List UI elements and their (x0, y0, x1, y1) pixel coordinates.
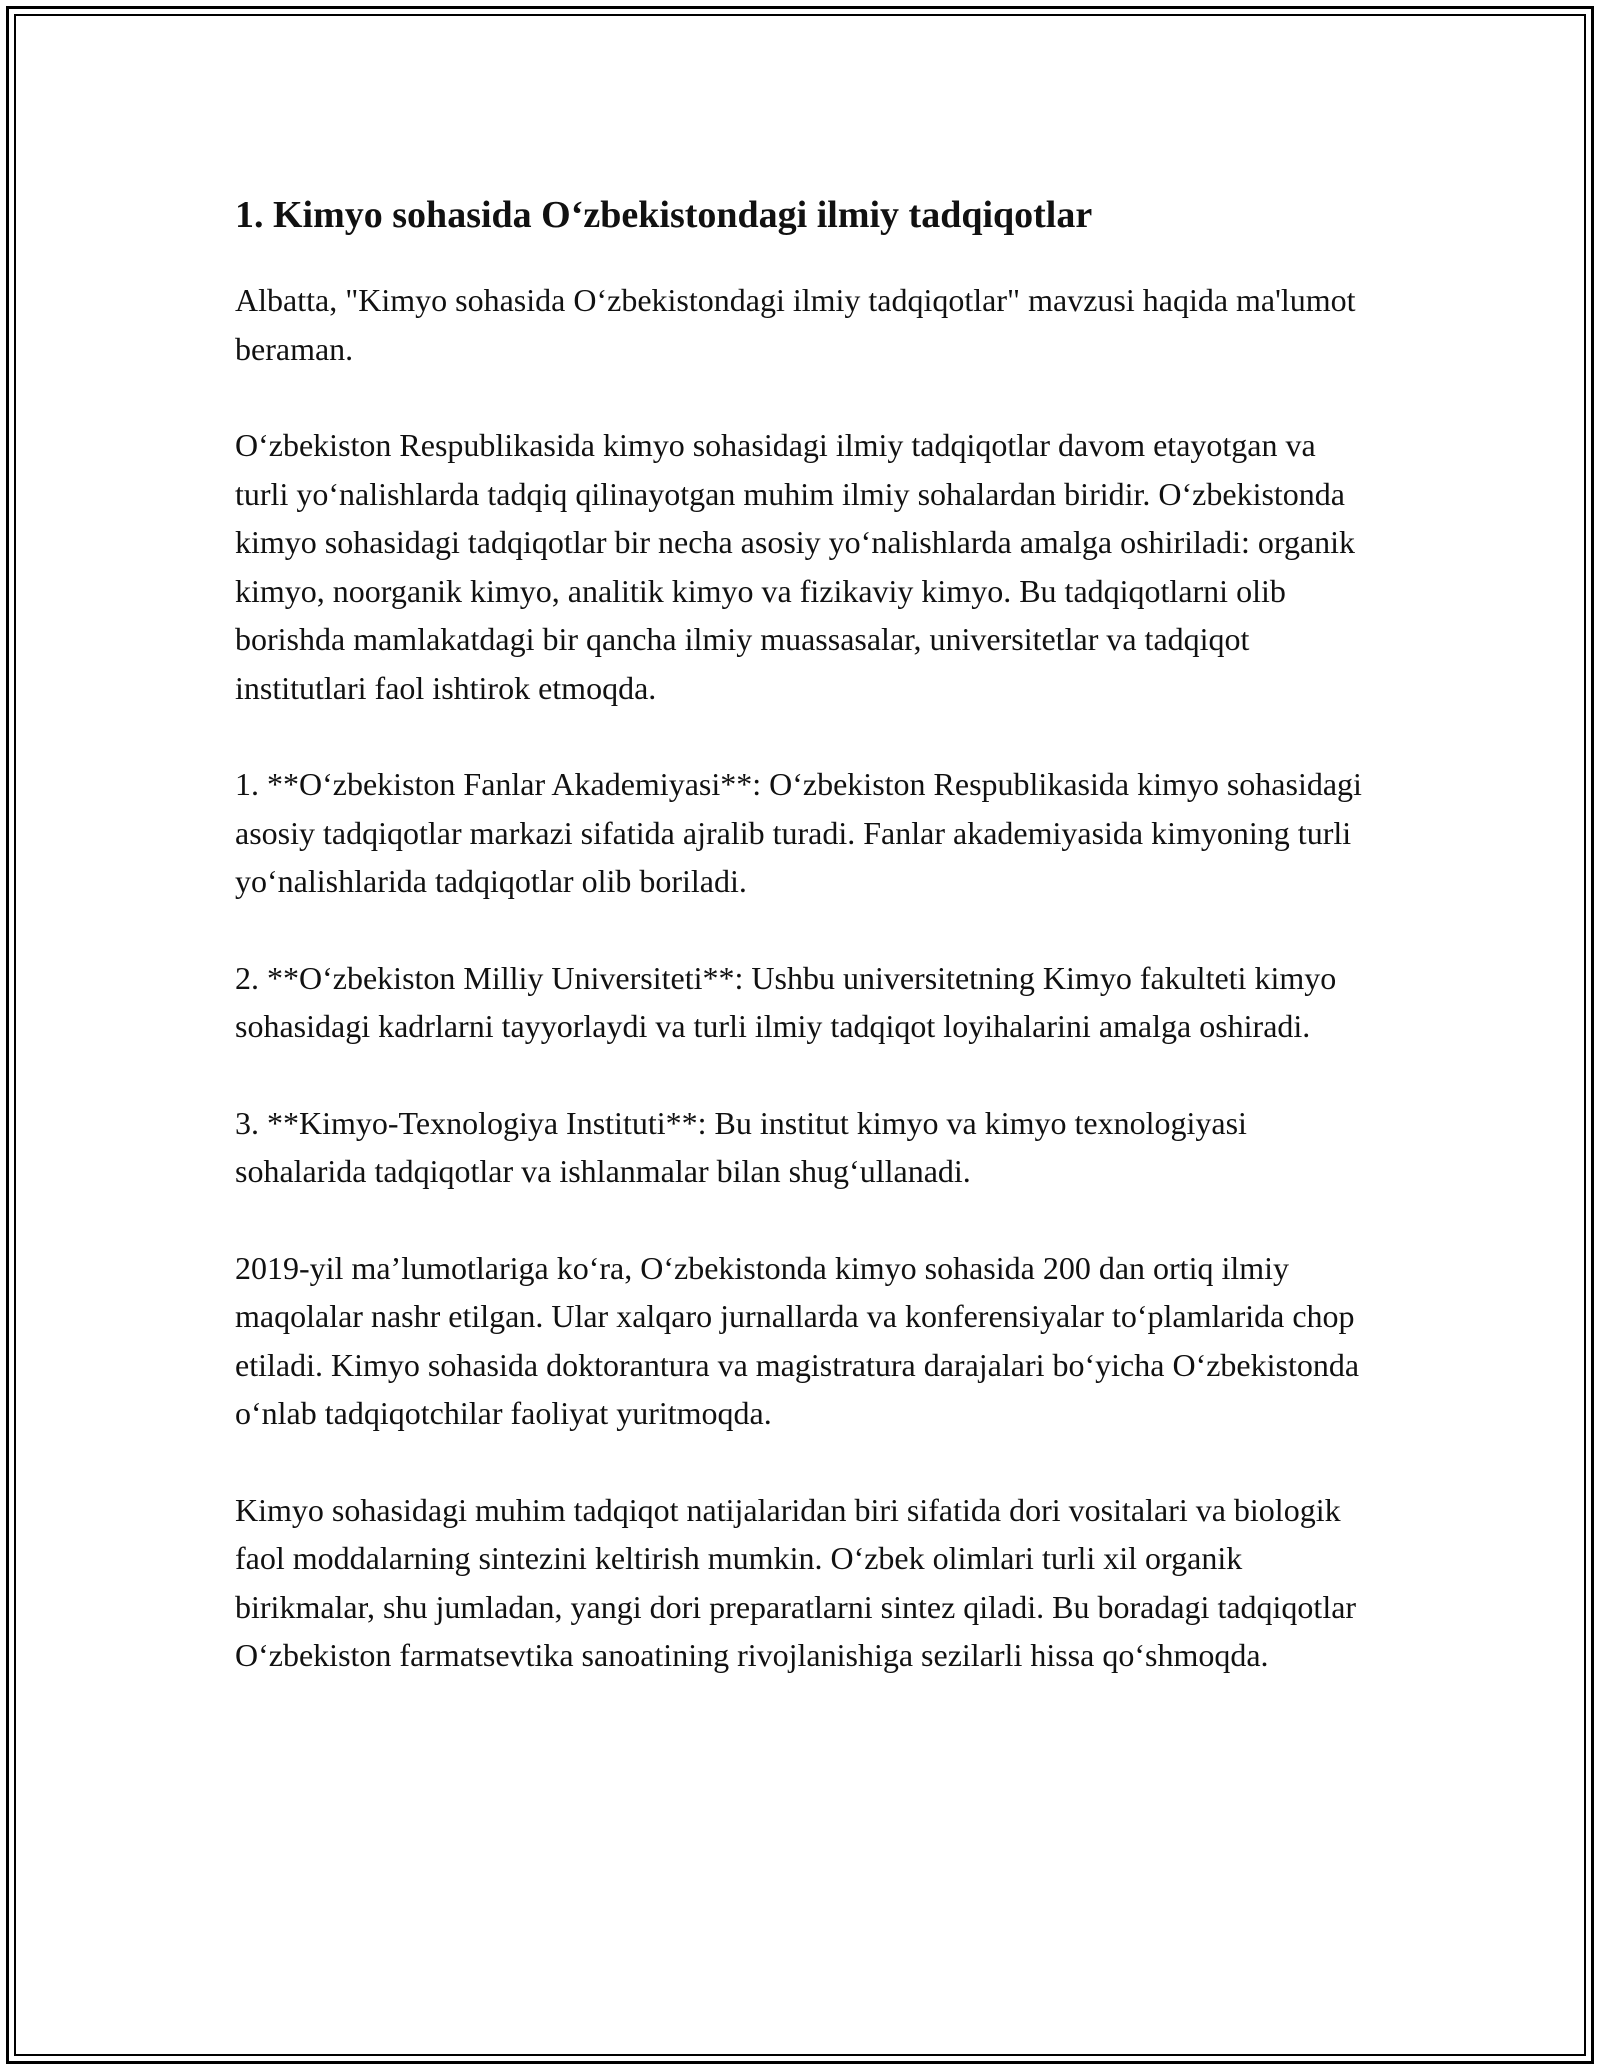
results-paragraph: Kimyo sohasidagi muhim tadqiqot natijalaridan biri sifatida dori vositalari va biologik faol moddalarning sintezini keltirish mumkin. O‘zbek olimlari turli xil organik birikmalar, shu jumladan, yangi dori preparatlarni sintez qiladi. Bu boradagi tadqiqotlar O‘zbekiston farmatsevtika sanoatining rivojlanishiga sezilarli hissa qo‘shmoqda. (235, 1491, 1357, 1673)
document-title: 1. Kimyo sohasida O‘zbekistondagi ilmiy tadqiqotlar (235, 194, 1093, 236)
list-item-institute: 3. **Kimyo-Texnologiya Instituti**: Bu institut kimyo va kimyo texnologiyasi sohalarida tadqiqotlar va ishlanmalar bilan shug‘ullanadi. (235, 1104, 1247, 1189)
statistics-paragraph: 2019-yil ma’lumotlariga ko‘ra, O‘zbekistonda kimyo sohasida 200 dan ortiq ilmiy maqolalar nashr etilgan. Ular xalqaro jurnallarda va konferensiyalar to‘plamlarida chop etiladi. Kimyo sohasida doktorantura va magistratura darajalari bo‘yicha O‘zbekistonda o‘nlab tadqiqotchilar faoliyat yuritmoqda. (235, 1249, 1360, 1431)
overview-paragraph: O‘zbekiston Respublikasida kimyo sohasidagi ilmiy tadqiqotlar davom etayotgan va turli yo‘nalishlarda tadqiq qilinayotgan muhim ilmiy sohalardan biridir. O‘zbekistonda kimyo sohasidagi tadqiqotlar bir necha asosiy yo‘nalishlarda amalga oshiriladi: organik kimyo, noorganik kimyo, analitik kimyo va fizikaviy kimyo. Bu tadqiqotlarni olib borishda mamlakatdagi bir qancha ilmiy muassasalar, universitetlar va tadqiqot institutlari faol ishtirok etmoqda. (235, 427, 1356, 706)
intro-paragraph: Albatta, "Kimyo sohasida O‘zbekistondagi ilmiy tadqiqotlar" mavzusi haqida ma'lumot beraman. (235, 282, 1356, 367)
list-item-university: 2. **O‘zbekiston Milliy Universiteti**: Ushbu universitetning Kimyo fakulteti kimyo sohasidagi kadrlarni tayyorlaydi va turli ilmiy tadqiqot loyihalarini amalga oshiradi. (235, 959, 1337, 1044)
list-item-academy: 1. **O‘zbekiston Fanlar Akademiyasi**: O‘zbekiston Respublikasida kimyo sohasidagi asosiy tadqiqotlar markazi sifatida ajralib turadi. Fanlar akademiyasida kimyoning turli yo‘nalishlarida tadqiqotlar olib boriladi. (235, 766, 1362, 899)
document-body (235, 190, 1375, 1728)
